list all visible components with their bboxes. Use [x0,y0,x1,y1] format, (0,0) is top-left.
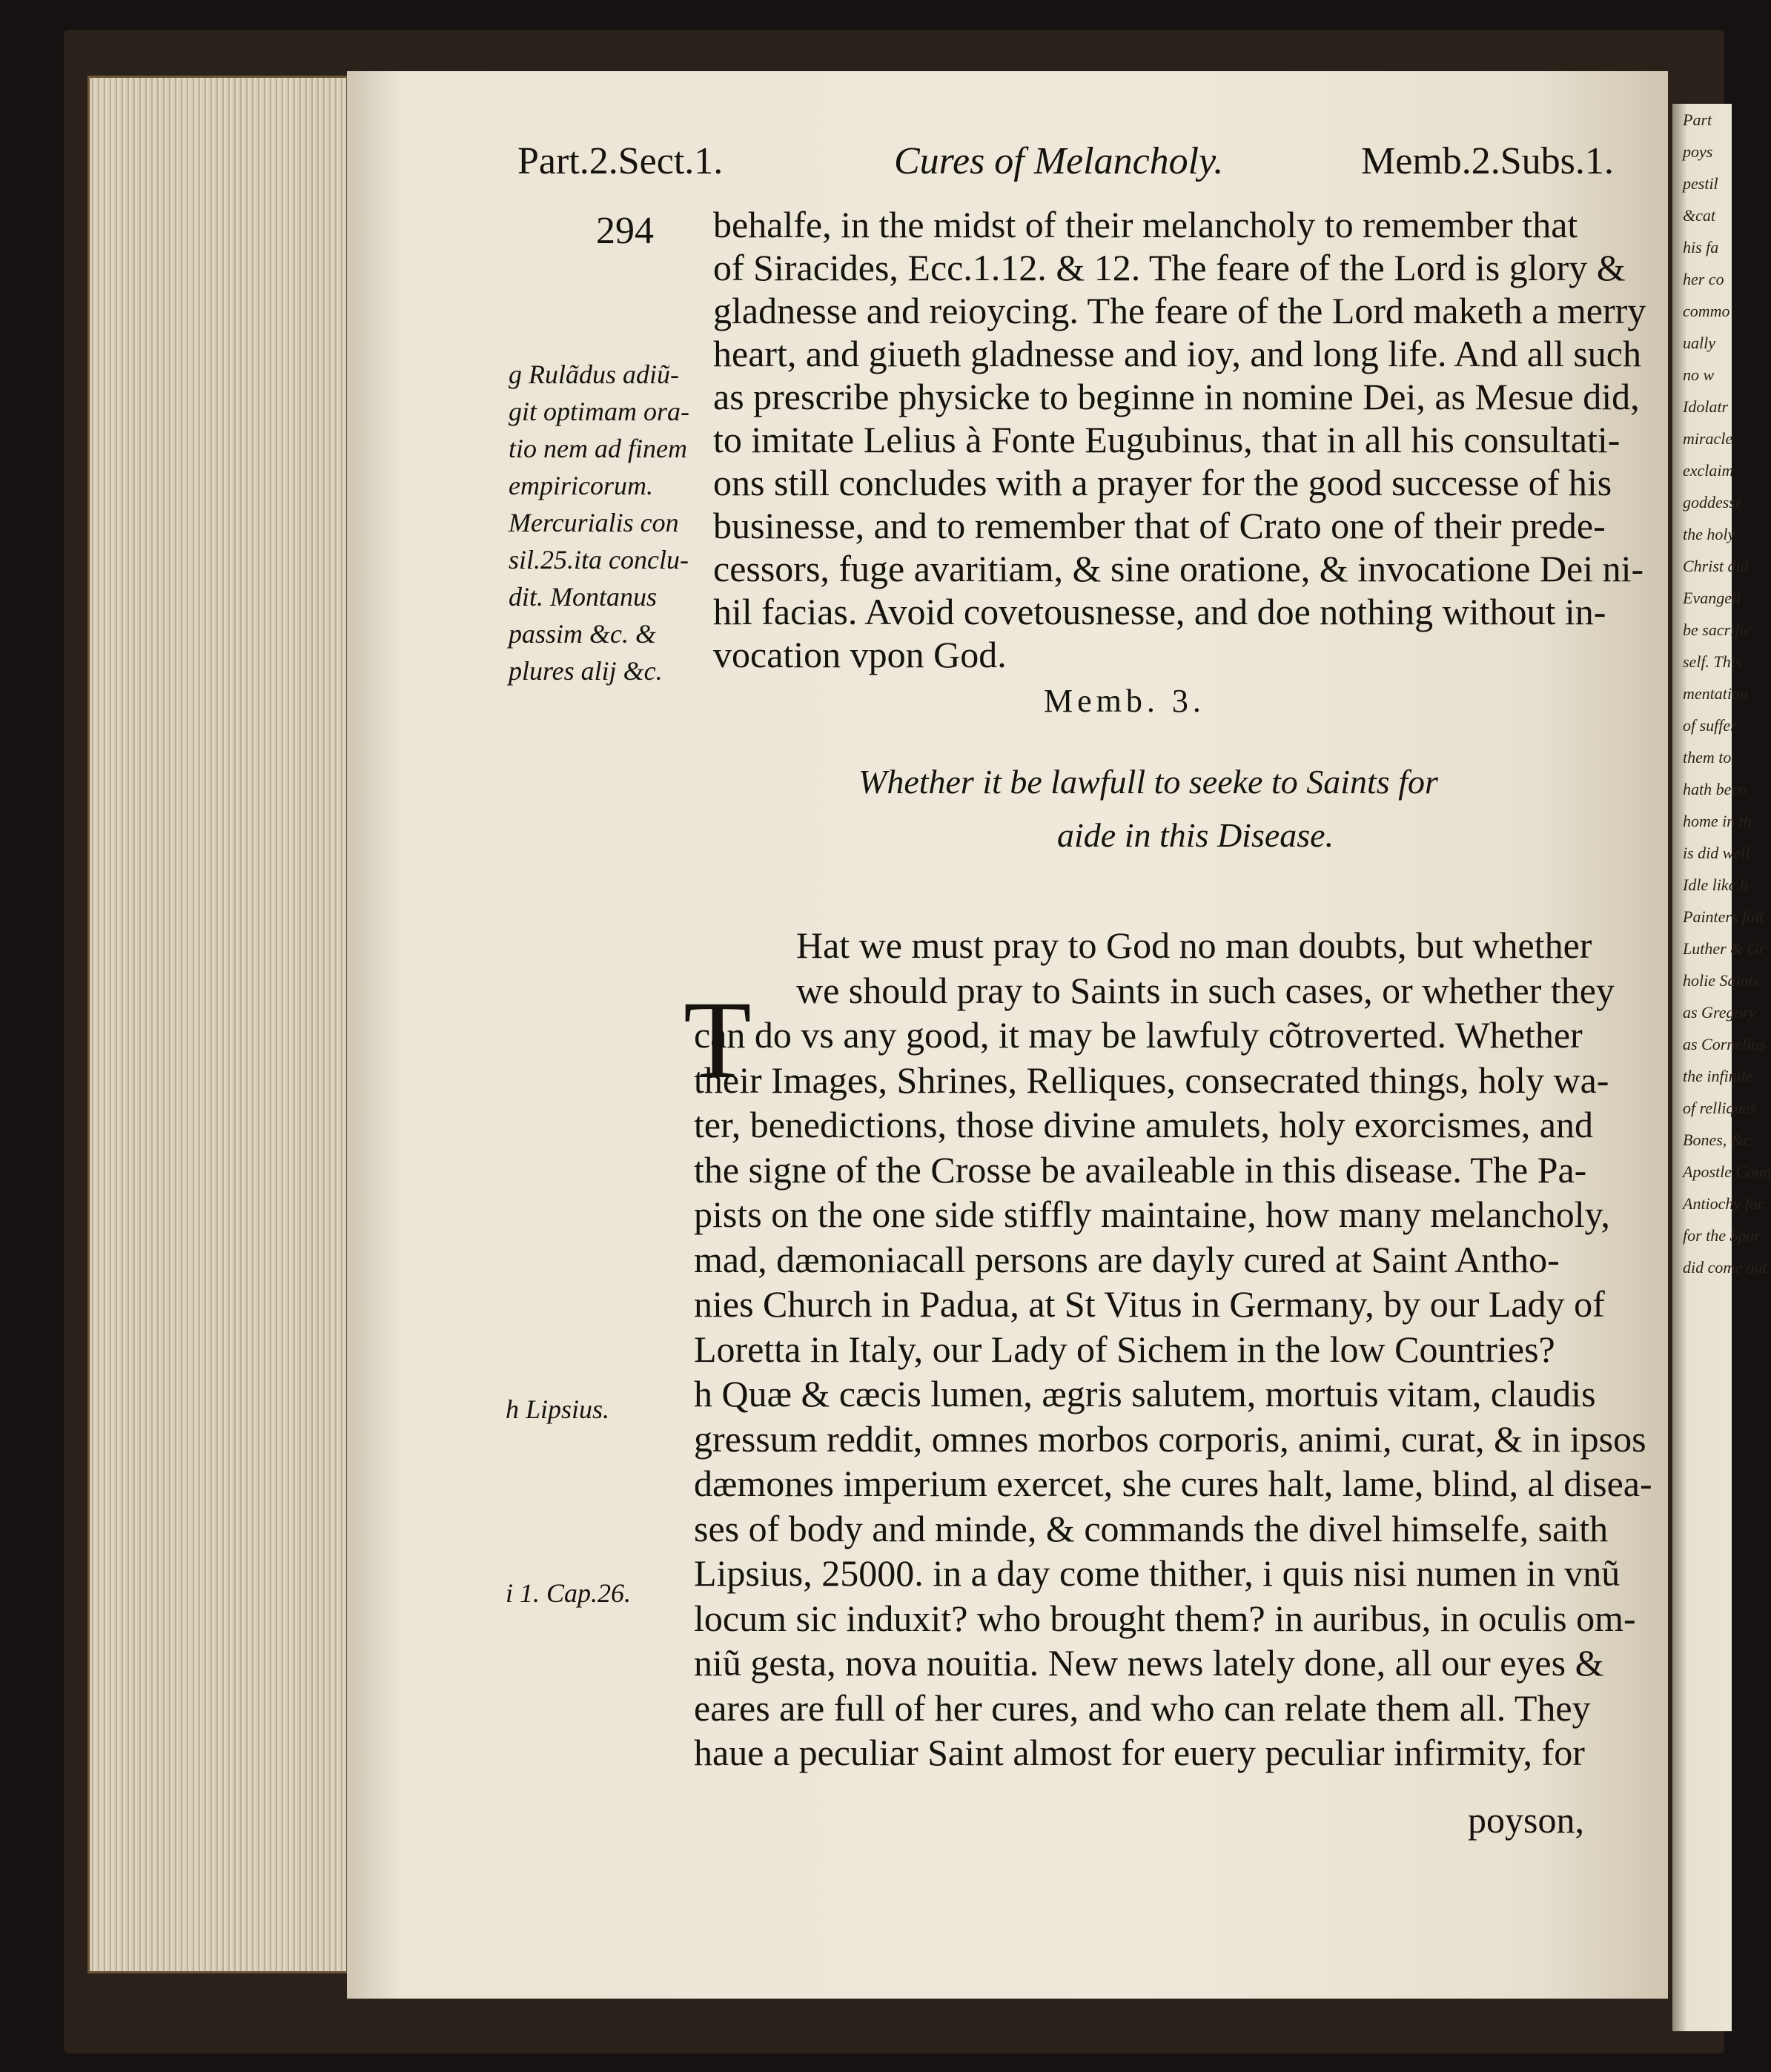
text-line: of Siracides, Ecc.1.12. & 12. The feare of the Lord is glory & [713,247,1626,288]
text-line: mad, dæmoniacall persons are dayly cured at Saint Antho- [694,1238,1560,1280]
facing-page-fragment: as Cornelius [1683,1035,1766,1053]
text-line: hil facias. Avoid covetousnesse, and doe nothing without in- [713,591,1606,632]
running-head-member: Memb.2.Subs.1. [1361,140,1614,182]
text-line: can do vs any good, it may be lawfuly cõtroverted. Whether [694,1014,1583,1056]
side-note-line: tio nem ad finem [509,434,687,463]
text-line: h Quæ & cæcis lumen, ægris salutem, mortuis vitam, claudis [694,1373,1596,1414]
text-line: gressum reddit, omnes morbos corporis, animi, curat, & in ipsos [694,1417,1646,1460]
facing-page-fragment: Evangeli [1683,589,1741,607]
side-note-i: i 1. Cap.26. [506,1578,632,1608]
text-line: ter, benedictions, those divine amulets, holy exorcismes, and [694,1104,1593,1145]
drop-cap: T [683,979,752,1102]
page-number: 294 [596,210,654,252]
facing-page-fragment: exclaim [1683,461,1734,480]
facing-page-fragment: no w [1683,365,1715,384]
facing-page-fragment: for the Spar [1683,1226,1761,1245]
text-line: ses of body and minde, & commands the divel himselfe, saith [694,1507,1609,1549]
text-line: Hat we must pray to God no man doubts, but whether [796,924,1592,966]
text-line: to imitate Lelius à Fonte Eugubinus, that in all his consultati- [713,419,1621,460]
text-line: behalfe, in the midst of their melancholy to remember that [713,204,1578,245]
running-head-title: Cures of Melancholy. [894,140,1224,182]
facing-page-fragment: Christ did [1683,557,1749,575]
book-page [347,71,1668,1999]
text-line: their Images, Shrines, Relliques, consecrated things, holy wa- [694,1059,1609,1101]
facing-page-fragment: mentation [1683,684,1748,703]
side-note-line: passim &c. & [509,619,657,649]
facing-page-fragment: Idle like h [1683,876,1748,894]
catchword: poyson, [1468,1799,1584,1841]
text-line: the signe of the Crosse be availeable in this disease. The Pa- [694,1148,1587,1191]
facing-page-fragment: of suffer [1683,716,1737,735]
member-title-line: Whether it be lawfull to seeke to Saints for [858,763,1438,801]
text-line: businesse, and to remember that of Crato one of their prede- [713,505,1606,546]
text-line: locum sic induxit? who brought them? in auribus, in oculis om- [694,1597,1636,1639]
facing-page-fragment: Idolatr [1683,397,1729,416]
facing-page-fragment: hath beco [1683,780,1747,798]
text-line: pists on the one side stiffly maintaine, how many melancholy, [694,1194,1610,1235]
facing-page-fragment: poys [1683,142,1713,161]
facing-page-fragment: holie Saints [1683,971,1760,990]
facing-page-fragment: be sacrific [1683,620,1752,639]
text-line: dæmones imperium exercet, she cures halt, lame, blind, al disea- [694,1463,1652,1504]
facing-page-fragment: the holy [1683,525,1735,543]
facing-page-fragment: his fa [1683,238,1719,256]
text-line: niũ gesta, nova nouitia. New news lately done, all our eyes & [694,1642,1604,1684]
text-line: Loretta in Italy, our Lady of Sichem in the low Countries? [694,1328,1555,1370]
facing-page-fragment: Bones, &c. [1683,1131,1755,1149]
text-line: we should pray to Saints in such cases, or whether they [796,969,1615,1011]
facing-page-fragment: Apostle Coun [1683,1162,1771,1181]
text-line: nies Church in Padua, at St Vitus in Germany, by our Lady of [694,1283,1605,1325]
text-line: haue a peculiar Saint almost for euery peculiar infirmity, for [694,1732,1585,1773]
facing-page-edge [1672,104,1771,2031]
text-line: Lipsius, 25000. in a day come thither, i quis nisi numen in vnũ [694,1552,1621,1594]
side-note-line: dit. Montanus [509,582,658,612]
facing-page-fragment: self. This [1683,652,1742,671]
side-note-line: empiricorum. [509,471,653,500]
facing-page-fragment: Luther & Gr [1683,939,1766,958]
text-line: as prescribe physicke to beginne in nomine Dei, as Mesue did, [713,376,1640,417]
facing-page-fragment: them to [1683,748,1732,767]
text-line: heart, and giueth gladnesse and ioy, and long life. And all such [713,333,1642,374]
facing-page-fragment: her co [1683,270,1724,288]
facing-page-fragment: pestil [1683,174,1718,193]
member-heading: Memb. 3. [1044,683,1205,719]
side-note-line: git optimam ora- [509,397,690,426]
facing-page-fragment: commo [1683,302,1730,320]
running-head-part: Part.2.Sect.1. [517,140,724,182]
facing-page-fragment: Painters fait [1683,907,1764,926]
facing-page-fragment: goddesse [1683,493,1743,512]
facing-page-fragment: the infinite [1683,1067,1753,1085]
text-line: gladnesse and reioycing. The feare of the Lord maketh a merry [713,290,1646,331]
facing-page-fragment: is did well [1683,844,1750,862]
text-line: cessors, fuge avaritiam, & sine oratione, & invocatione Dei ni- [713,548,1644,589]
side-note-line: Mercurialis con [509,508,679,537]
member-title-line: aide in this Disease. [1057,816,1334,854]
text-line: ons still concludes with a prayer for the good successe of his [713,462,1612,503]
side-note-line: plures alij &c. [509,656,663,686]
facing-page-fragment: did come out [1683,1258,1767,1277]
facing-page-fragment: &cat [1683,206,1715,225]
facing-page-fragment: ually [1683,334,1715,352]
facing-page-fragment: as Gregory [1683,1003,1756,1022]
facing-page-fragment: of relliques [1683,1099,1756,1117]
facing-page-fragment: Antiochy for [1683,1194,1764,1213]
text-line: eares are full of her cures, and who can relate them all. They [694,1687,1591,1729]
side-note-h: h Lipsius. [506,1394,610,1424]
facing-page-fragment: Part [1683,110,1712,129]
side-note-line: sil.25.ita conclu- [509,545,689,575]
facing-page-fragment: miracle [1683,429,1733,448]
text-line: vocation vpon God. [713,634,1007,675]
side-note-line: g Rulãdus adiũ- [509,360,679,389]
facing-page-fragment: home in th [1683,812,1752,830]
page-edges [87,76,348,1973]
